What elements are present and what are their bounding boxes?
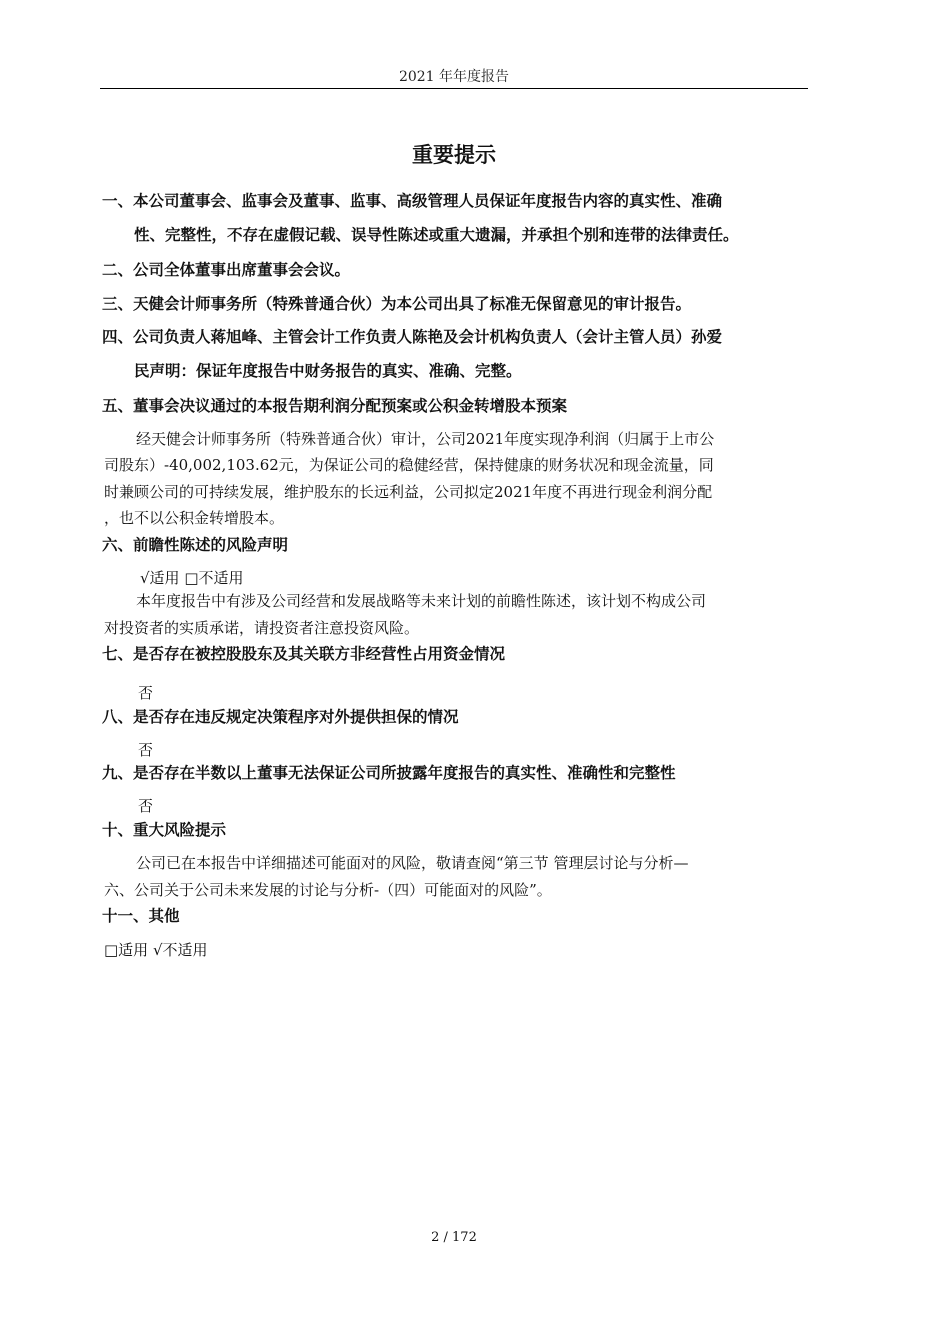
section-4-line-2: 民声明：保证年度报告中财务报告的真实、准确、完整。	[134, 362, 522, 380]
section-1-line-2: 性、完整性，不存在虚假记载、误导性陈述或重大遗漏，并承担个别和连带的法律责任。	[134, 226, 739, 244]
section-5-heading: 五、董事会决议通过的本报告期利润分配预案或公积金转增股本预案	[102, 397, 568, 415]
section-10-para-line-2: 六、公司关于公司未来发展的讨论与分析-（四）可能面对的风险”。	[104, 881, 552, 899]
section-9-heading: 九、是否存在半数以上董事无法保证公司所披露年度报告的真实性、准确性和完整性	[102, 764, 676, 782]
section-1-line-1: 一、本公司董事会、监事会及董事、监事、高级管理人员保证年度报告内容的真实性、准确	[102, 192, 723, 210]
section-6-para-line-1: 本年度报告中有涉及公司经营和发展战略等未来计划的前瞻性陈述，该计划不构成公司	[136, 592, 707, 610]
section-11-heading: 十一、其他	[102, 907, 180, 925]
section-8-heading: 八、是否存在违反规定决策程序对外提供担保的情况	[102, 708, 459, 726]
section-3: 三、天健会计师事务所（特殊普通合伙）为本公司出具了标准无保留意见的审计报告。	[102, 295, 692, 313]
section-5-para-line-1: 经天健会计师事务所（特殊普通合伙）审计，公司2021年度实现净利润（归属于上市公	[136, 430, 715, 448]
section-6-para-line-2: 对投资者的实质承诺，请投资者注意投资风险。	[104, 619, 420, 637]
page-number: 2 / 172	[431, 1230, 477, 1245]
section-10-para-line-1: 公司已在本报告中详细描述可能面对的风险，敬请查阅“第三节 管理层讨论与分析—	[136, 854, 689, 872]
section-9-answer: 否	[138, 797, 154, 815]
section-8-answer: 否	[138, 741, 154, 759]
section-7-answer: 否	[138, 684, 154, 702]
section-4-line-1: 四、公司负责人蒋旭峰、主管会计工作负责人陈艳及会计机构负责人（会计主管人员）孙爱	[102, 328, 723, 346]
running-header: 2021 年年度报告	[398, 69, 510, 85]
section-5-para-line-3: 时兼顾公司的可持续发展，维护股东的长远利益，公司拟定2021年度不再进行现金利润分配	[104, 483, 713, 501]
section-2: 二、公司全体董事出席董事会会议。	[102, 261, 351, 279]
header-rule	[100, 88, 808, 89]
section-5-para-line-2: 司股东）-40,002,103.62元，为保证公司的稳健经营，保持健康的财务状况和现金流量，同	[104, 456, 714, 474]
section-5-para-line-4: ，也不以公积金转增股本。	[104, 509, 285, 527]
section-7-heading: 七、是否存在被控股股东及其关联方非经营性占用资金情况	[102, 645, 506, 663]
page-title: 重要提示	[412, 143, 496, 167]
section-6-heading: 六、前瞻性陈述的风险声明	[102, 536, 289, 554]
section-11-applicability: □适用 √不适用	[104, 941, 208, 959]
section-10-heading: 十、重大风险提示	[102, 821, 227, 839]
section-6-applicability: √适用 □不适用	[140, 569, 244, 587]
